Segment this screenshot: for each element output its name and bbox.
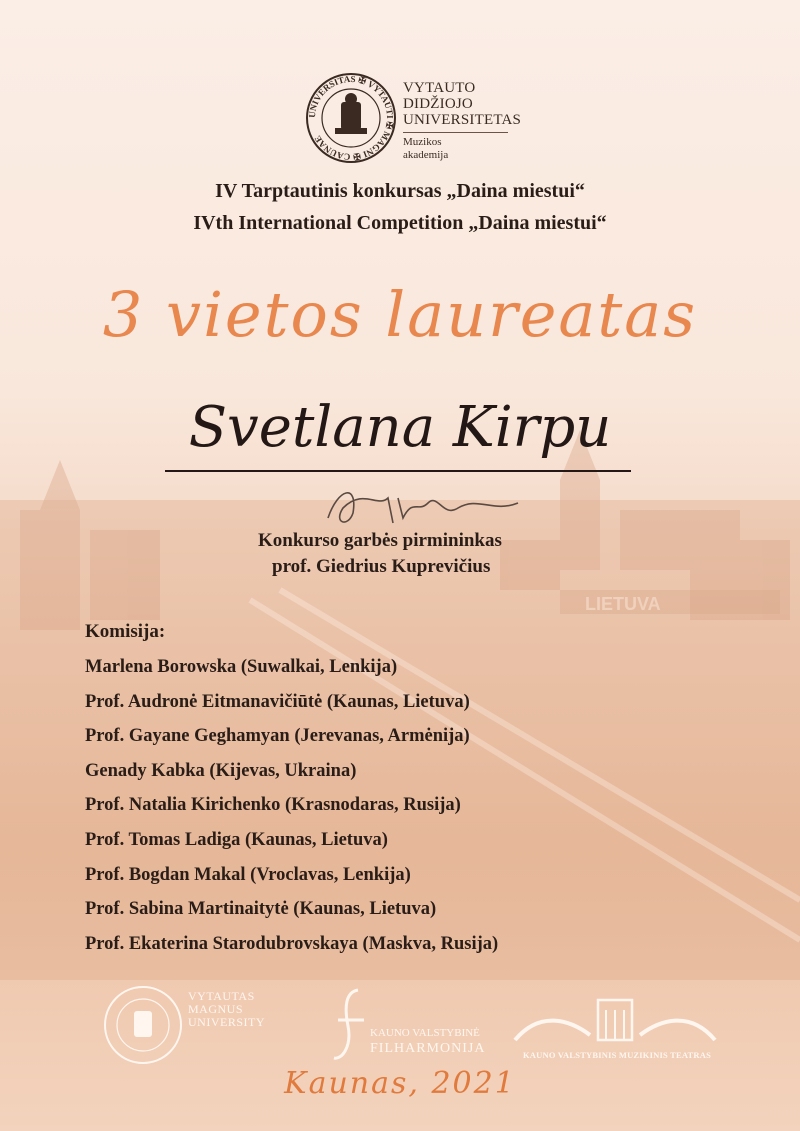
commission-member: Prof. Audronė Eitmanavičiūtė (Kaunas, Lietuva) <box>85 691 470 712</box>
vmu-footer-wordmark: VYTAUTAS MAGNUS UNIVERSITY <box>188 989 265 1029</box>
competition-title-en: IVth International Competition „Daina miestui“ <box>193 212 607 234</box>
teatras-wordmark: KAUNO VALSTYBINIS MUZIKINIS TEATRAS <box>523 1050 711 1060</box>
laureate-name: Svetlana Kirpu <box>188 395 612 460</box>
commission-member: Prof. Bogdan Makal (Vroclavas, Lenkija) <box>85 864 411 885</box>
chairman-name: prof. Giedrius Kuprevičius <box>272 556 491 577</box>
commission-member: Prof. Sabina Martinaitytė (Kaunas, Lietuva) <box>85 899 437 920</box>
vmu-wordmark <box>403 80 521 162</box>
vmu-footer-seal-logo <box>103 985 183 1065</box>
chairman-role: Konkurso garbės pirmininkas <box>258 530 502 551</box>
commission-member: Prof. Gayane Geghamyan (Jerevanas, Armėnija) <box>85 726 470 747</box>
seal-text: UNIVERSITAS ✠ VYTAUTI ✠ MAGNI ✠ CAUNAE <box>306 73 396 163</box>
university-line: DIDŽIOJO <box>403 96 473 112</box>
svg-text:LIETUVA: LIETUVA <box>585 594 661 614</box>
commission-list <box>85 657 498 968</box>
university-line: UNIVERSITETAS <box>403 112 522 128</box>
commission-member: Prof. Natalia Kirichenko (Krasnodaras, Rusija) <box>85 795 461 816</box>
vmu-seal-logo <box>305 72 397 164</box>
university-line: VYTAUTO <box>403 80 476 96</box>
teatras-logo-mark <box>510 990 720 1050</box>
commission-member: Marlena Borowska (Suwalkai, Lenkija) <box>85 657 398 677</box>
commission-heading: Komisija: <box>85 621 166 642</box>
competition-title-lt: IV Tarptautinis konkursas „Daina miestui“ <box>215 180 585 202</box>
filharmonija-wordmark: KAUNO VALSTYBINĖ FILHARMONIJA <box>370 1027 486 1056</box>
filharmonija-logo-mark <box>328 986 376 1064</box>
place-and-year: Kaunas, 2021 <box>284 1066 516 1101</box>
commission-member: Prof. Tomas Ladiga (Kaunas, Lietuva) <box>85 829 388 850</box>
name-underline <box>165 470 631 472</box>
academy-line: Muzikos <box>403 136 442 148</box>
academy-line: akademija <box>403 149 449 161</box>
commission-member: Prof. Ekaterina Starodubrovskaya (Maskva, Rusija) <box>85 933 499 954</box>
commission-member: Genady Kabka (Kijevas, Ukraina) <box>85 760 357 781</box>
chairman-signature <box>318 478 538 538</box>
award-title: 3 vietos laureatas <box>102 278 698 351</box>
